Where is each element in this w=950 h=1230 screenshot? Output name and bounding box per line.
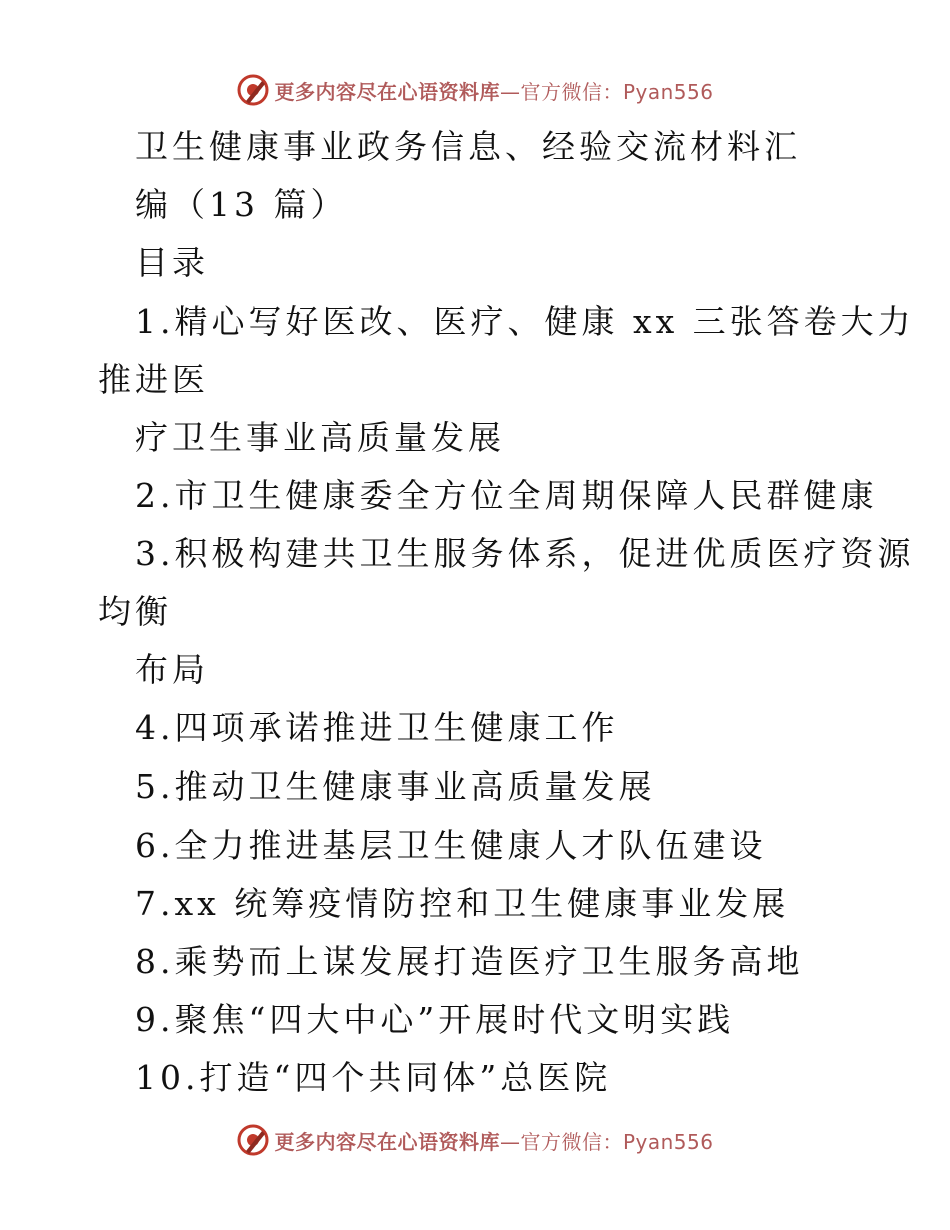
footer-banner <box>0 1120 950 1160</box>
banner-rest-text: —官方微信：Pyan556 <box>499 79 714 104</box>
doc-title-line-2: 编（13 篇） <box>135 185 348 224</box>
toc-item-8: 8.乘势而上谋发展打造医疗卫生服务高地 <box>135 942 804 981</box>
header-banner <box>0 70 950 110</box>
pen-logo-icon <box>236 1123 270 1157</box>
toc-item-3-line-2: 均衡 <box>98 592 172 631</box>
toc-item-4: 4.四项承诺推进卫生健康工作 <box>135 708 619 747</box>
toc-heading: 目录 <box>135 243 209 282</box>
banner-rest-text: —官方微信：Pyan556 <box>499 1129 714 1154</box>
toc-item-9: 9.聚焦“四大中心”开展时代文明实践 <box>135 1000 735 1039</box>
toc-item-1-line-1: 1.精心写好医改、医疗、健康 xx 三张答卷大力 <box>135 302 915 341</box>
doc-title-line-1: 卫生健康事业政务信息、经验交流材料汇 <box>135 127 801 166</box>
banner-strong-text: 更多内容尽在心语资料库 <box>274 79 500 104</box>
banner-strong-text: 更多内容尽在心语资料库 <box>274 1129 500 1154</box>
toc-item-5: 5.推动卫生健康事业高质量发展 <box>135 767 656 806</box>
toc-item-2: 2.市卫生健康委全方位全周期保障人民群健康 <box>135 476 878 515</box>
toc-item-3-line-3: 布局 <box>135 650 209 689</box>
toc-item-3-line-1: 3.积极构建共卫生服务体系，促进优质医疗资源 <box>135 534 915 573</box>
toc-item-1-line-3: 疗卫生事业高质量发展 <box>135 418 505 457</box>
toc-item-7: 7.xx 统筹疫情防控和卫生健康事业发展 <box>135 884 790 923</box>
toc-item-6: 6.全力推进基层卫生健康人才队伍建设 <box>135 826 767 865</box>
pen-logo-icon <box>236 73 270 107</box>
toc-item-10: 10.打造“四个共同体”总医院 <box>135 1058 612 1097</box>
toc-item-1-line-2: 推进医 <box>98 360 209 399</box>
